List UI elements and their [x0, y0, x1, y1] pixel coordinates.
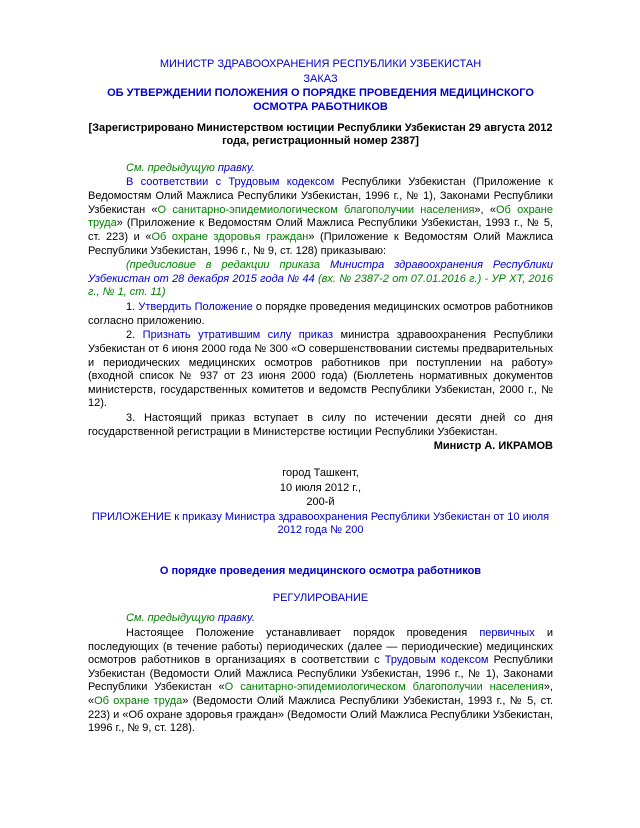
doc-title — [88, 87, 553, 114]
text-segment: 200-й — [306, 496, 335, 509]
doc-link[interactable]: к приказу — [174, 510, 222, 523]
text-segment: город Ташкент, — [282, 466, 359, 479]
text-segment: (предисловие в редакции приказа — [126, 259, 330, 272]
text-segment: 2. — [126, 329, 143, 342]
regulation-title — [88, 565, 553, 579]
text-segment: ОБ УТВЕРЖДЕНИИ ПОЛОЖЕНИЯ О ПОРЯДКЕ ПРОВЕДЕНИЯ МЕДИЦИНСКОГО ОСМОТРА РАБОТНИКОВ — [107, 87, 534, 113]
doc-link[interactable]: Об охране труда — [94, 695, 183, 707]
doc-link[interactable]: О санитарно-эпидемиологическом благополучии населения — [224, 681, 544, 694]
doc-link[interactable]: правку. — [217, 161, 255, 174]
doc-link[interactable]: Об охране труда — [88, 203, 553, 230]
text-segment: О порядке проведения медицинского осмотра работников — [159, 565, 482, 577]
preamble-paragraph — [88, 176, 553, 258]
amendment-note — [88, 259, 553, 300]
text-segment: и последующих (в течение работы) периодических (далее — периодические) медицинских осмотров работников в организациях в соответствии с — [88, 626, 554, 667]
document-body — [88, 58, 553, 736]
text-segment: [Зарегистрировано Министерством юстиции Республики Узбекистан 29 августа 2012 года, регистрационный номер 2387] — [88, 121, 553, 148]
minister-signature-line — [88, 440, 553, 454]
text-segment: 1. — [126, 301, 139, 313]
see-previous-edition-note-2 — [88, 612, 553, 626]
doc-link[interactable]: Утвердить Положение — [138, 301, 253, 313]
text-segment: (вх. № 2387-2 от 07.01.2016 г.) - УР ХТ, 2016 г., № 1, ст. 11) — [88, 272, 553, 299]
registration-note — [88, 122, 553, 149]
doc-link[interactable]: См. предыдущую — [126, 612, 218, 625]
text-segment: МИНИСТР ЗДРАВООХРАНЕНИЯ РЕСПУБЛИКИ УЗБЕКИСТАН — [159, 58, 482, 70]
doc-link[interactable]: О санитарно-эпидемиологическом благополучии населения — [157, 203, 475, 216]
doc-link[interactable]: Об охране здоровья граждан — [151, 230, 309, 243]
date-line — [88, 482, 553, 496]
text-segment: Настоящее Положение устанавливает порядок проведения — [126, 626, 480, 639]
text-segment: » (Приложение к Ведомостям Олий Мажлиса Республики Узбекистан, 1993 г., № 5, ст. 223) и « — [88, 217, 553, 243]
doc-link[interactable]: Трудовым кодексом — [384, 654, 489, 667]
text-segment: », « — [88, 681, 553, 707]
doc-link[interactable]: Признать утратившим силу приказ — [142, 329, 334, 342]
order-item-3 — [88, 412, 553, 439]
see-previous-edition-note — [88, 162, 553, 176]
section-heading — [88, 592, 553, 606]
text-segment: Республики Узбекистан (Приложение к Ведомостям Олий Мажлиса Республики Узбекистан, 1996 г., № 1), Законами Республики Узбекистан « — [88, 176, 553, 216]
appendix-reference — [88, 511, 553, 538]
doc-link[interactable]: правку. — [217, 612, 255, 625]
text-segment: » (Приложение к Ведомостям Олий Мажлиса Республики Узбекистан, 1996 г., № 9, ст. 128) приказываю: — [88, 230, 553, 257]
text-segment: 10 июля 2012 г., — [279, 481, 362, 494]
doc-type-line — [88, 73, 553, 87]
text-segment: о порядке проведения медицинских осмотров работников согласно приложению. — [88, 301, 554, 327]
text-segment: », « — [474, 203, 496, 216]
text-segment: ПРИЛОЖЕНИЕ — [91, 510, 175, 523]
text-segment: ЗАКАЗ — [303, 72, 338, 85]
text-segment: Республики Узбекистан (Ведомости Олий Мажлиса Республики Узбекистан, 1996 г., № 1), Законами Республики Узбекистан « — [88, 654, 553, 694]
text-segment: Министра здравоохранения Республики Узбекистан от 10 июля 2012 года № 200 — [221, 510, 550, 537]
number-line — [88, 496, 553, 510]
order-item-2 — [88, 329, 553, 411]
text-segment: министра здравоохранения Республики Узбекистан от 6 июня 2000 года № 300 «О совершенствовании системы предварительных и периодических медицинских осмотров работников при поступлении на работу» (входной список № 937 от 23 июня 2000 года) (Бюллетень нормативных документов министерств, государственных комитетов и ведомств Республики Узбекистан, 2000 г., № 12). — [88, 329, 553, 410]
doc-link[interactable]: первичных — [479, 626, 535, 639]
text-segment: 3. Настоящий приказ вступает в силу по истечении десяти дней со дня государственной регистрации в Министерстве юстиции Республики Узбекистан. — [88, 412, 553, 438]
regulation-body-paragraph — [88, 627, 553, 736]
city-line — [88, 467, 553, 481]
order-item-1 — [88, 301, 553, 328]
doc-link[interactable]: См. предыдущую — [126, 161, 218, 174]
doc-ministry-line — [88, 58, 553, 72]
text-segment: РЕГУЛИРОВАНИЕ — [272, 591, 369, 604]
doc-link[interactable]: В соответствии с Трудовым кодексом — [126, 176, 335, 189]
doc-link[interactable]: Министра здравоохранения Республики Узбекистан от 28 декабря 2015 года № 44 — [88, 259, 553, 285]
text-segment: » (Ведомости Олий Мажлиса Республики Узбекистан, 1993 г., № 5, ст. 223) и «Об охране здоровья граждан» (Ведомости Олий Мажлиса Республики Узбекистан, 1996 г., № 9, ст. 128). — [88, 695, 553, 735]
text-segment: Министр А. ИКРАМОВ — [433, 440, 553, 453]
